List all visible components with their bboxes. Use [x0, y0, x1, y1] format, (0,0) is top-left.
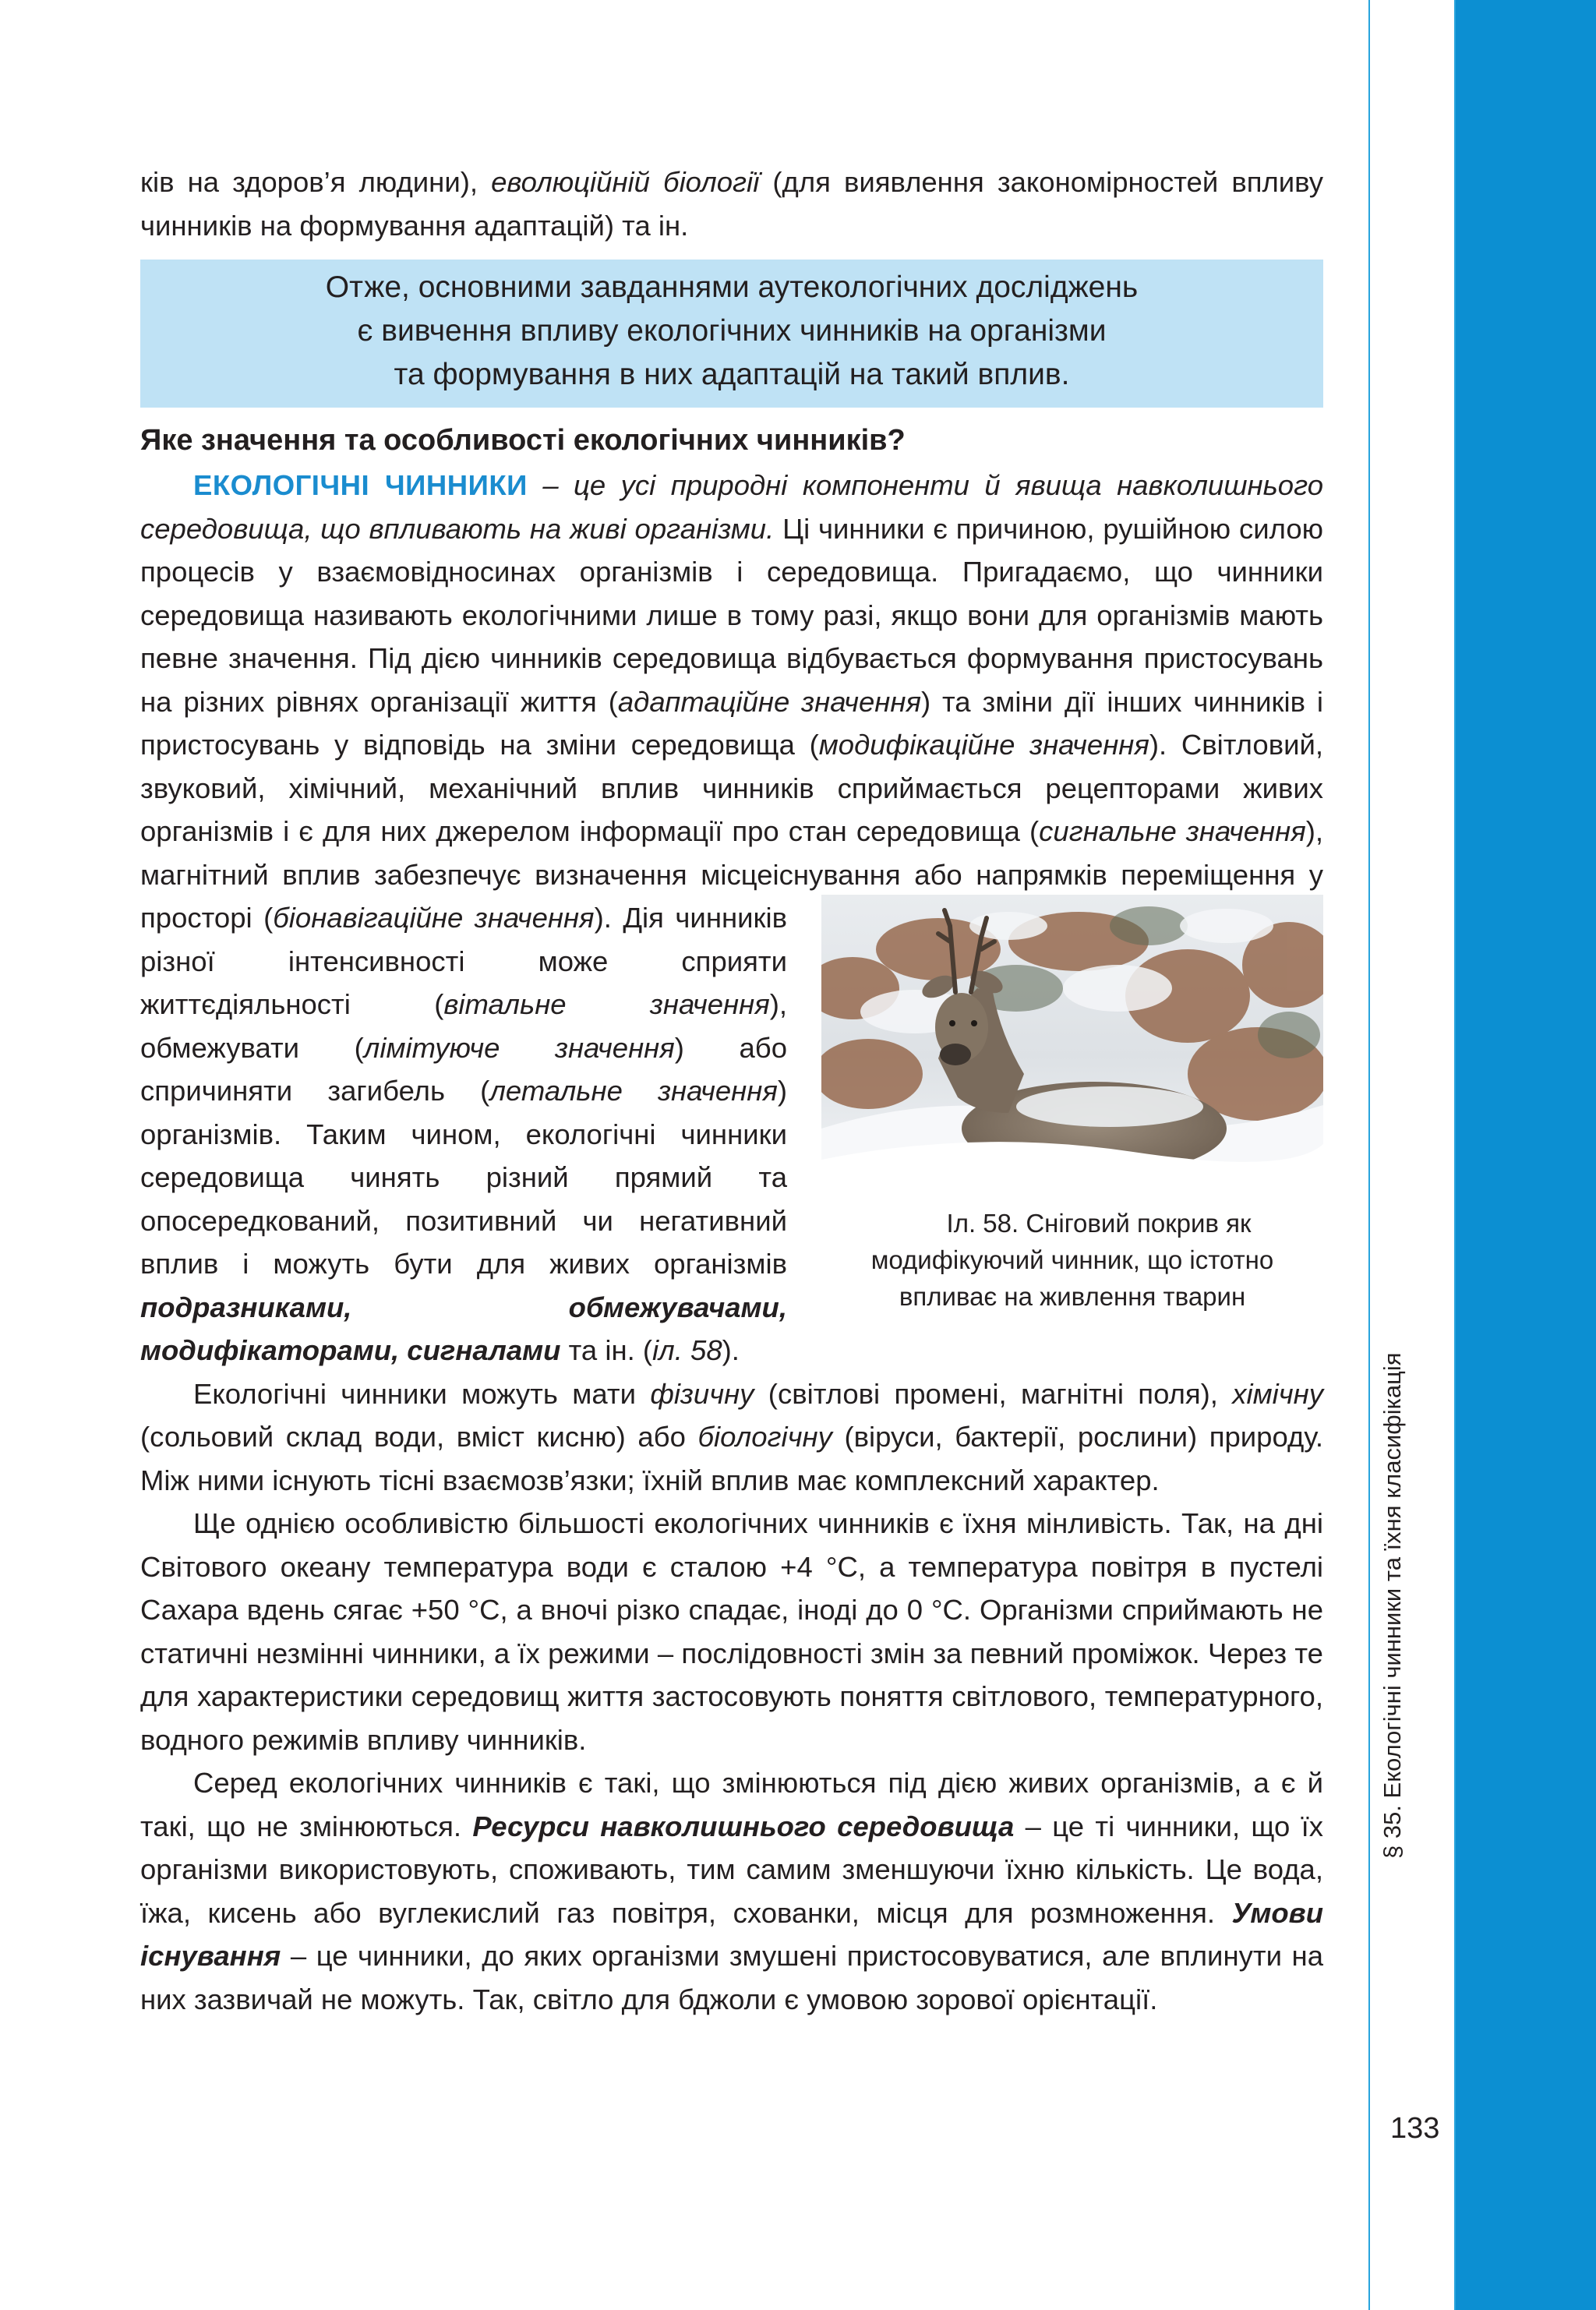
key-term: ЕКОЛОГІЧНІ ЧИННИКИ — [193, 469, 528, 501]
page-number: 133 — [1390, 2112, 1440, 2145]
nature-paragraph: Екологічні чинники можуть мати фізичну (світлові промені, магнітні поля), хімічну (сольовий склад води, вміст кисню) або біологічну (віруси, бактерії, рослини) природу. Між ними існують тісні взаємозв’язки; їхній вплив має комплексний характер. — [140, 1377, 1324, 1496]
summary-line-2: є вивчення впливу екологічних чинників на організми — [357, 314, 1107, 348]
term-definition: – це усі природні компоненти й явища навколишнього середовища, що впливають на живі організми. — [140, 469, 1323, 545]
summary-line-3: та формування в них адаптацій на такий вплив. — [394, 358, 1070, 391]
resources-paragraph: Серед екологічних чинників є такі, що змінюються під дією живих організмів, а є й такі, що не змінюються. Ресурси навколишнього середовища – це ті чинники, що їх організми використовують, споживають, тим самим зменшуючи їхню кількість. Це вода, їжа, кисень або вуглекислий газ повітря, схованки, місця для розмноження. Умови існування – це чинники, до яких організми змушені пристосовуватися, але вплинути на них зазвичай не можуть. Так, світло для бджоли є умовою зорової орієнтації. — [140, 1767, 1323, 2015]
definition-paragraph: ЕКОЛОГІЧНІ ЧИННИКИ – це усі природні компоненти й явища навколишнього середовища, що впливають на живі організми. Ці чинники є причиною, рушійною силою процесів у взаємовідносинах організмів і середовища. Пригадаємо, що чинники середовища називають екологічними лише в тому разі, якщо вони для організмів мають певне значення. Під дією чинників середовища відбувається формування пристосувань на різних рівнях організації життя (адаптаційне значення) та зміни дії інших чинників і пристосувань у відповідь на зміни середовища (модифікаційне значення). Світловий, звуковий, хімічний, механічний вплив чинників сприймається рецепторами живих організмів і є для них джерелом інформації про стан середовища (сигнальне значення), магнітний вплив забезпечує визначення місцеіснування або напрямків переміщення у просторі ( Іл. 58. Сніговий покрив як модифікуючий чинник, що істотно впливає на живлення тварин біонавігаційне значення). Дія чинників різної інтенсивності може сприяти життєдіяльності (вітальне значення), обмежувати (лімітуюче значення) або спричиняти загибель (летальне значення) організмів. Таким чином, екологічні чинники середовища чинять різний прямий та опосередкований, позитивний чи негативний вплив і можуть бути для живих організмів подразниками, обмежувачами, модифікаторами, сигналами та ін. (іл. 58). — [140, 464, 1323, 1372]
section-heading: Яке значення та особливості екологічних чинників? — [140, 424, 906, 457]
intro-paragraph-end: ків на здоров’я людини), еволюційній біології (для виявлення закономірностей впливу чинників на формування адаптацій) та ін. — [140, 166, 1323, 242]
deer-in-snow-photo — [821, 895, 1323, 1189]
summary-line-1: Отже, основними завданнями аутекологічних досліджень — [325, 270, 1139, 304]
sidebar-gap — [1370, 0, 1454, 2310]
variability-paragraph: Ще однією особливістю більшості екологічних чинників є їхня мінливість. Так, на дні Світового океану температура води є сталою +4 °С, а температура повітря в пустелі Сахара вдень сягає +50 °С, а вночі різко спадає, іноді до 0 °С. Організми сприймають не статичні незмінні чинники, а їх режими – послідовності змін за певний проміжок. Через те для характеристики середовищ життя застосовують поняття світлового, температурного, водного режимів впливу чинників. — [140, 1507, 1323, 1756]
main-content — [140, 161, 1323, 2021]
figure-caption: Іл. 58. Сніговий покрив як модифікуючий чинник, що істотно впливає на живлення тварин — [870, 1209, 1274, 1311]
section-side-label: § 35. Екологічні чинники та їхня класифікація — [1379, 1352, 1406, 1859]
figure-58 — [821, 895, 1323, 1315]
sidebar-stripe-dark — [1456, 0, 1596, 2310]
summary-box — [140, 260, 1323, 408]
